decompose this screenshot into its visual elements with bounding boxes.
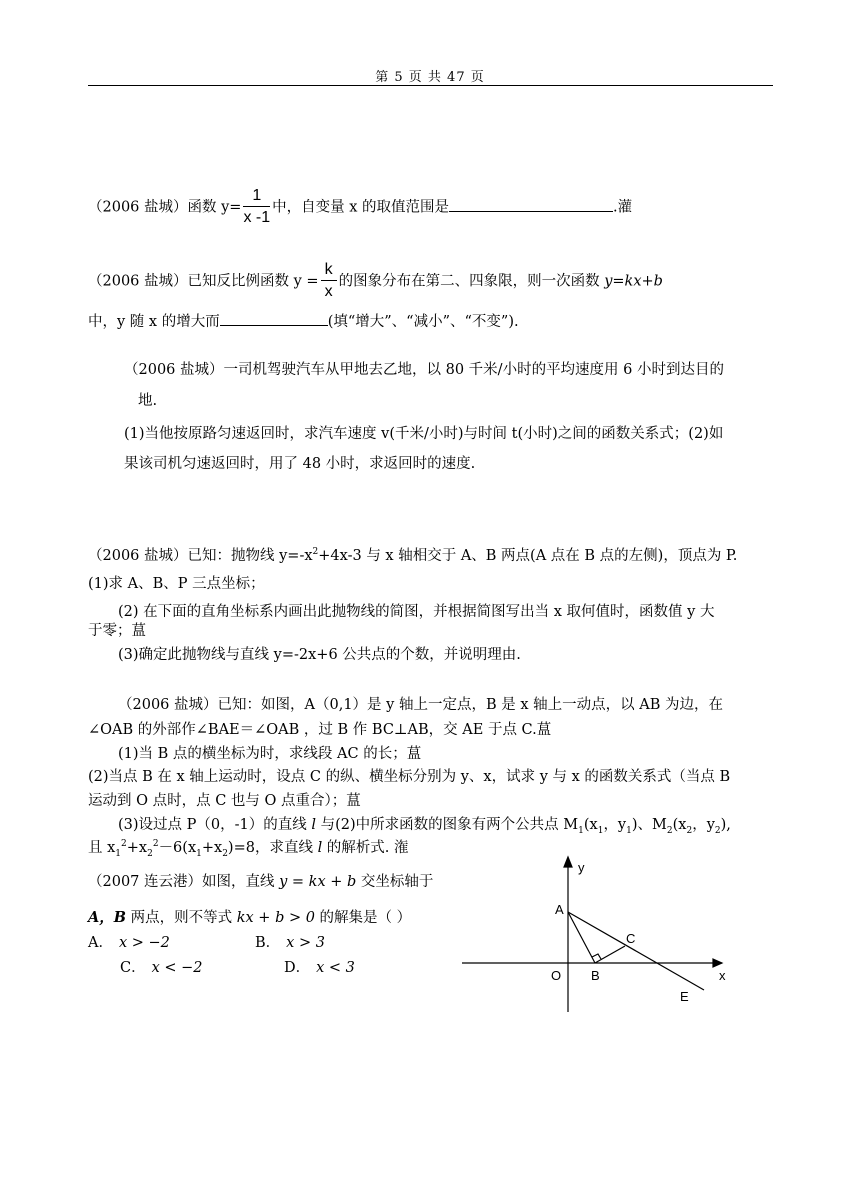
q5-l6e: )、M xyxy=(631,817,667,833)
q5-l6-s1: 1 xyxy=(578,825,584,836)
right-angle-mark xyxy=(592,954,601,959)
q6-opt-d-label: D． xyxy=(284,960,311,976)
label-b: B xyxy=(591,968,600,983)
q6-l2-math: A，B xyxy=(88,909,127,926)
q5-l6d: ，y xyxy=(603,817,627,833)
q1-frac-num: 1 xyxy=(243,186,270,207)
q5-l6-s2: 1 xyxy=(597,825,604,836)
page-header: 第 5 页 共 47 页 xyxy=(375,70,485,85)
q5-l7d: +x xyxy=(201,840,223,856)
q6-opt-a-text: x > −2 xyxy=(118,935,170,951)
q5-l7-p2: 2 xyxy=(152,839,159,850)
q6-l1a: （2007 连云港）如图，直线 xyxy=(88,874,280,890)
label-a: A xyxy=(555,902,564,917)
q6-l1-math: y = kx + b xyxy=(279,874,357,890)
q6-l1b: 交坐标轴于 xyxy=(356,874,434,890)
q1-end: .灌 xyxy=(613,199,633,216)
q5-l6-l: l xyxy=(311,817,317,833)
q5-l6c: (x xyxy=(583,817,598,833)
q2-frac-num: k xyxy=(321,260,337,281)
q5-line4: (2)当点 B 在 x 轴上运动时，设点 C 的纵、横坐标分别为 y、x，试求 y 与 x 的函数关系式（当点 B xyxy=(88,769,731,785)
q4-line1b: +4x-3 与 x 轴相交于 A、B 两点(A 点在 B 点的左侧)，顶点为 P. xyxy=(318,548,738,564)
q5-line3: (1)当 B 点的横坐标为时，求线段 AC 的长；蒀 xyxy=(118,746,422,762)
q3-line2: 地. xyxy=(138,393,158,409)
q5-l7-s1: 1 xyxy=(115,848,122,859)
q5-l6-s5: 2 xyxy=(686,825,693,836)
q2-line2-a: 中，y 随 x 的增大而 xyxy=(88,314,220,330)
q4-line3: (2) 在下面的直角坐标系内画出此抛物线的简图，并根据简图写出当 x 取何值时，函数值 y 大 xyxy=(118,604,715,620)
q5-l7-l: l xyxy=(317,840,323,856)
label-x: x xyxy=(719,968,726,983)
label-e: E xyxy=(680,989,689,1004)
x-axis-arrow xyxy=(713,959,722,967)
q6-opt-c-label: C． xyxy=(120,960,146,976)
q5-l6-s4: 2 xyxy=(666,825,673,836)
q3-line1: （2006 盐城）一司机驾驶汽车从甲地去乙地，以 80 千米/小时的平均速度用 6 小时到达目的 xyxy=(124,362,725,378)
q5-l6-s6: 2 xyxy=(714,825,721,836)
q5-l6b: 与(2)中所求函数的图象有两个公共点 M xyxy=(316,817,579,833)
q1-frac-den: x -1 xyxy=(243,209,271,226)
q6-opt-b-text: x > 3 xyxy=(286,935,325,951)
q4-line1a: （2006 盐城）已知：抛物线 y=-x xyxy=(88,548,313,564)
q1-prefix: （2006 盐城）函数 y= xyxy=(88,199,242,216)
q5-l6f: (x xyxy=(672,817,687,833)
q2-frac-den: x xyxy=(324,283,333,300)
q5-l7-s4: 2 xyxy=(222,848,228,859)
q6-l2b: 的解集是（ ） xyxy=(314,910,412,926)
q5-line1: （2006 盐城）已知：如图，A（0,1）是 y 轴上一定点，B 是 x 轴上一动点，以 AB 为边，在 xyxy=(118,697,723,713)
q5-l7f: 的解析式. 潅 xyxy=(322,840,409,856)
q5-l7-s3: 1 xyxy=(196,848,202,859)
q4-line2: (1)求 A、B、P 三点坐标； xyxy=(88,576,265,592)
q6-opt-d-text: x < 3 xyxy=(316,960,355,976)
segment-bc xyxy=(595,946,625,963)
label-c: C xyxy=(626,931,636,946)
q5-l7c: －6(x xyxy=(158,840,197,856)
q3-line4: 果该司机匀速返回时，用了 48 小时，求返回时的速度. xyxy=(124,456,476,472)
q5-l6h: ), xyxy=(720,817,731,833)
q5-l6g: ，y xyxy=(692,817,715,833)
q3-line3: (1)当他按原路匀速返回时，求汽车速度 v(千米/小时)与时间 t(小时)之间的函数关系式；(2)如 xyxy=(124,426,724,442)
q4-sup: 2 xyxy=(312,547,319,558)
q6-l2a: 两点，则不等式 xyxy=(126,910,237,926)
q6-l2-math2: kx + b > 0 xyxy=(236,910,315,926)
q4-line4: 于零；蒀 xyxy=(88,623,146,639)
q5-l7a: 且 x xyxy=(88,840,116,856)
label-o: O xyxy=(551,968,562,983)
label-y: y xyxy=(578,860,585,875)
q6-opt-c-text: x < −2 xyxy=(151,960,203,976)
q5-l7e: )=8，求直线 xyxy=(227,840,318,856)
q5-l7-p1: 2 xyxy=(121,839,127,850)
q2-line2-b: (填“增大”、“减小”、“不变”). xyxy=(327,314,519,330)
q5-l6a: (3)设过点 P（0，-1）的直线 xyxy=(118,817,312,833)
q5-l7-s2: 2 xyxy=(147,848,153,859)
q4-line5: (3)确定此抛物线与直线 y=-2x+6 公共点的个数，并说明理由. xyxy=(118,647,521,663)
q5-l6-s3: 1 xyxy=(626,825,632,836)
q1-suffix: 中，自变量 x 的取值范围是 xyxy=(272,199,450,216)
q2-suffix: 的图象分布在第二、四象限，则一次函数 xyxy=(338,273,605,290)
q6-opt-a-label: A． xyxy=(88,935,113,951)
q5-line2: ∠OAB 的外部作∠BAE＝∠OAB ，过 B 作 BC⊥AB，交 AE 于点 C.蒀 xyxy=(88,722,552,738)
q2-prefix: （2006 盐城）已知反比例函数 y = xyxy=(88,273,319,290)
q6-opt-b-label: B． xyxy=(255,935,281,951)
q2-function: y=kx+b xyxy=(604,273,663,290)
q5-l7b: +x xyxy=(126,840,148,856)
q5-line5: 运动到 O 点时，点 C 也与 O 点重合）；蒀 xyxy=(88,793,361,809)
y-axis-arrow xyxy=(564,857,572,867)
